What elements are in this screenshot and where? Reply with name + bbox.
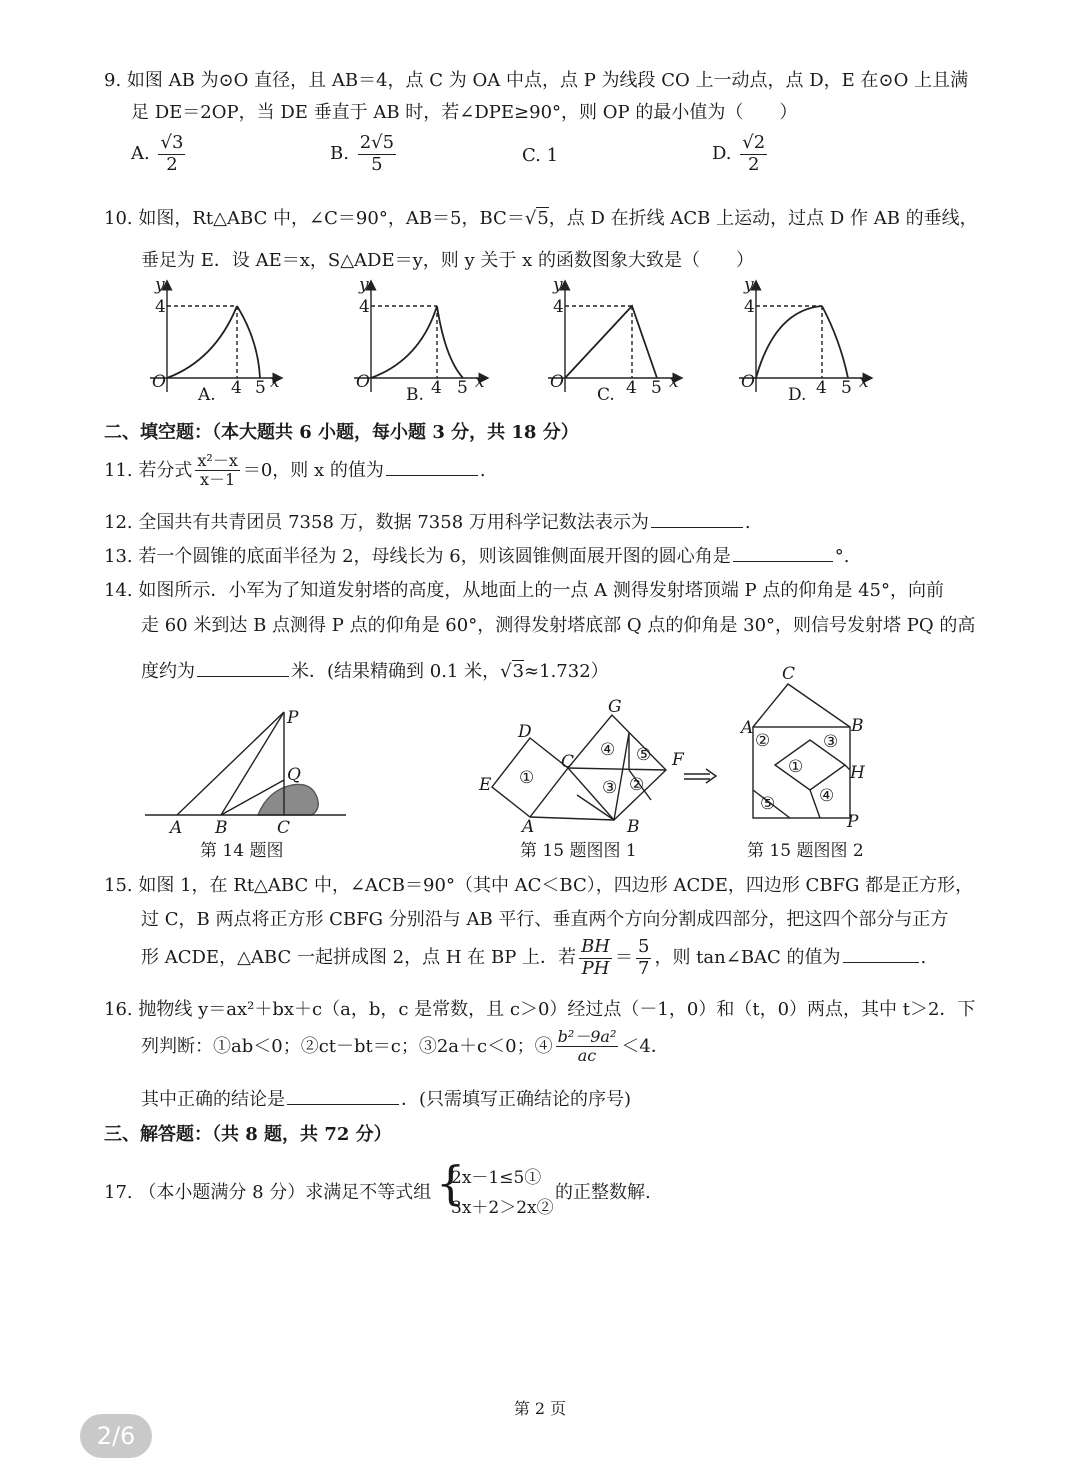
graph-a-y-tick: 4 [155,297,166,317]
graph-a-x-axis: x [270,372,280,392]
q16-line-3: 其中正确的结论是 ．(只需填写正确结论的序号) [141,1089,632,1110]
graph-a-x-tick-4: 4 [231,378,242,398]
fig15a-label-b: B [627,817,640,837]
fig15b-label-c: C [782,664,796,684]
graph-b-label: B. [406,385,424,405]
q10-line-2: 垂足为 E．设 AE＝x，S△ADE＝y，则 y 关于 x 的函数图象大致是（ ） [141,250,754,271]
q9-option-a: A. $\frac{√3}{2}$ [131,132,184,175]
graph-c-x-tick-5: 5 [651,378,662,398]
fig15b-label-h: H [850,763,865,783]
graph-b-x-tick-5: 5 [457,378,468,398]
fig15a-label-f: F [672,750,684,770]
fig14-label-p: P [287,708,299,728]
q15-line-1: 15. 如图 1，在 Rt△ABC 中，∠ACB＝90°（其中 AC＜BC），四边形 ACDE，四边形 CBFG 都是正方形， [104,875,974,896]
q12: 12. 全国共有共青团员 7358 万，数据 7358 万用科学记数法表示为 . [104,512,751,533]
graph-b-x-axis: x [475,372,485,392]
section-3-heading: 三、解答题：（共 8 题，共 72 分） [104,1124,392,1145]
fig15a-label-c: C [561,752,575,772]
graph-b-y-tick: 4 [359,297,370,317]
fig15b-piece-3: ③ [823,732,839,752]
graph-b-y-axis: y [359,275,369,295]
fig15a-label-e: E [479,775,492,795]
fig15a-piece-4: ④ [600,740,616,760]
q9-line-1: 9. 如图 AB 为⊙O 直径，且 AB＝4，点 C 为 OA 中点，点 P 为线段 CO 上一动点，点 D，E 在⊙O 上且满 [104,70,969,91]
q15-line-3: 形 ACDE，△ABC 一起拼成图 2，点 H 在 BP 上．若 $\frac{BH}{PH}$ ＝ $\frac{5}{7}$ ，则 tan∠BAC 的值为 . [141,936,927,979]
fig15a-piece-5: ⑤ [636,745,652,765]
graph-d-label: D. [788,385,807,405]
fig15b-label-p: P [847,812,859,832]
fig15a-caption: 第 15 题图图 1 [520,841,637,861]
q15-line-2: 过 C，B 两点将正方形 CBFG 分别沿与 AB 平行、垂直两个方向分割成四部分，把这四个部分与正方 [141,909,949,930]
page-number: 第 2 页 [513,1399,567,1418]
fig15a-piece-1: ① [519,768,535,788]
fig15b-piece-5: ⑤ [760,794,776,814]
graph-d-y-axis: y [744,275,754,295]
fig14-label-a: A [170,818,183,838]
q14-line-2: 走 60 米到达 B 点测得 P 点的仰角是 60°，测得发射塔底部 Q 点的仰角是 30°，则信号发射塔 PQ 的高 [141,615,976,636]
q14-line-1: 14. 如图所示．小军为了知道发射塔的高度，从地面上的一点 A 测得发射塔顶端 P 点的仰角是 45°，向前 [104,580,944,601]
q11: 11. 若分式 $\frac{\text{x²－x}}{x-1}$ ＝0，则 x 的值为 . [104,451,486,490]
page-indicator[interactable]: 2/6 [80,1414,152,1458]
q9-option-c: C. 1 [522,145,559,166]
graph-a-x-tick-5: 5 [255,378,266,398]
graph-a-origin: O [152,372,166,392]
fig15a-piece-2: ② [629,775,645,795]
fig15a-piece-3: ③ [602,778,618,798]
fig14-drawing [145,712,346,815]
graph-c-x-axis: x [669,372,679,392]
graph-d-x-tick-4: 4 [816,378,827,398]
fig15b-piece-4: ④ [819,786,835,806]
q17-text: 17. （本小题满分 8 分）求满足不等式组 [104,1182,432,1203]
fig14-label-b: B [215,818,228,838]
fig15b-piece-2: ② [755,731,771,751]
graph-c-y-axis: y [553,275,563,295]
fig15a-label-d: D [518,722,532,742]
graph-d-x-tick-5: 5 [841,378,852,398]
fig15a-label-a: A [522,817,535,837]
fig15-arrow [684,769,716,783]
q9-line-2: 足 DE＝2OP，当 DE 垂直于 AB 时，若∠DPE≥90°，则 OP 的最小值为（ ） [131,102,798,123]
graph-c-label: C. [597,385,615,405]
graph-a-y-axis: y [155,275,165,295]
q14-line-3: 度约为 米．(结果精确到 0.1 米，√3≈1.732） [141,661,609,682]
graph-a-label: A. [198,385,216,405]
fig14-caption: 第 14 题图 [200,841,284,861]
q17-brace: { [436,1156,466,1210]
graph-c-x-tick-4: 4 [626,378,637,398]
q10-line-1: 10. 如图，Rt△ABC 中，∠C＝90°，AB＝5，BC＝√5，点 D 在折线 ACB 上运动，过点 D 作 AB 的垂线， [104,208,978,229]
q16-line-2: 列判断：①ab＜0；②ct－bt＝c；③2a＋c＜0；④ $\frac{\text{b²－9a²}}{ac}$ ＜4． [141,1027,669,1066]
fig14-label-q: Q [287,765,301,785]
fig15b-piece-1: ① [788,757,804,777]
graph-b-x-tick-4: 4 [431,378,442,398]
q9-option-b: B. $\frac{2√5}{5}$ [330,132,395,175]
q16-line-1: 16. 抛物线 y＝ax²＋bx＋c（a，b，c 是常数，且 c＞0）经过点（－1，0）和（t，0）两点，其中 t＞2．下 [104,999,976,1020]
fig15b-label-b: B [851,716,864,736]
fig15b-caption: 第 15 题图图 2 [747,841,864,861]
q13: 13. 若一个圆锥的底面半径为 2，母线长为 6，则该圆锥侧面展开图的圆心角是 °. [104,546,850,567]
graph-d-y-tick: 4 [744,297,755,317]
q9-option-d: D. $\frac{√2}{2}$ [712,132,766,175]
fig14-label-c: C [277,818,291,838]
graph-c-origin: O [550,372,564,392]
graph-d-origin: O [741,372,755,392]
fig15b-label-a: A [741,718,754,738]
graph-c-y-tick: 4 [553,297,564,317]
q17-inequality-1: 2x－1≤5① [451,1168,542,1188]
q17-inequality-2: 3x＋2＞2x② [451,1198,554,1218]
section-2-heading: 二、填空题：（本大题共 6 小题，每小题 3 分，共 18 分） [104,422,579,443]
fig15a-label-g: G [608,697,622,717]
graph-b-origin: O [356,372,370,392]
q17-post: 的正整数解. [555,1182,651,1203]
graph-d-x-axis: x [859,372,869,392]
